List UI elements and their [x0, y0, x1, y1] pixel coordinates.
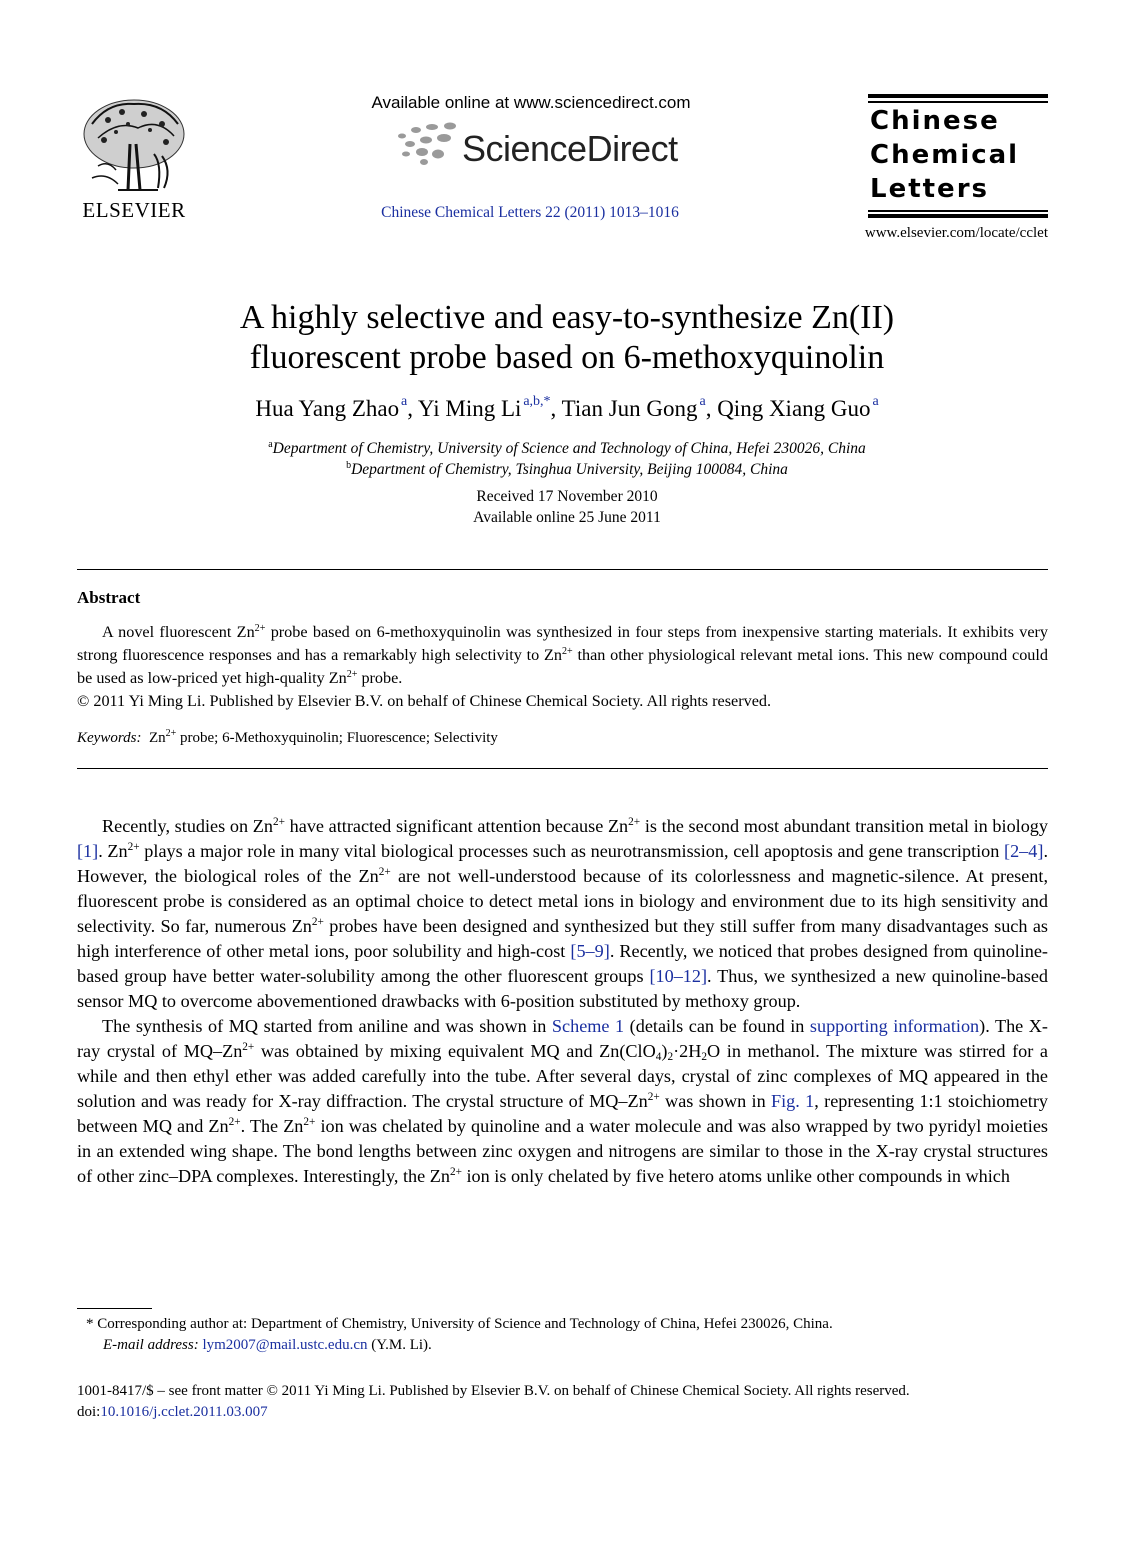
email-suffix: (Y.M. Li).	[371, 1337, 432, 1353]
author-name: Qing Xiang Guo	[717, 396, 871, 421]
supporting-info-link[interactable]: supporting	[809, 1016, 888, 1036]
affiliation-text: Department of Chemistry, University of Science and Technology of China, Hefei 230026, China	[272, 440, 866, 457]
affiliation-b	[100, 461, 1034, 479]
elsevier-tree-logo	[78, 94, 190, 198]
available-date: Available online 25 June 2011	[473, 509, 661, 526]
journal-logo-line-3: Letters	[870, 174, 989, 204]
author-affiliation-mark[interactable]: a,b,*	[523, 393, 551, 409]
author-name: Hua Yang Zhao	[255, 396, 400, 421]
abstract-copyright: © 2011 Yi Ming Li. Published by Elsevier B.V. on behalf of Chinese Chemical Society. All rights reserved.	[77, 692, 772, 710]
keyword: Fluorescence	[346, 730, 426, 746]
reference-link[interactable]: [2–4]	[1004, 841, 1044, 861]
author-name: Tian Jun Gong	[561, 396, 698, 421]
keyword: Selectivity	[433, 730, 498, 746]
doi-line	[77, 1404, 1048, 1421]
author-list: Hua Yang Zhao $^a$, Yi Ming Li $^{a,b,*}$, Tian Jun Gong $^a$, Qing Xiang Guo $^a$	[255, 393, 879, 421]
figure-link[interactable]: Fig. 1	[771, 1091, 815, 1111]
footnote-divider	[77, 1308, 152, 1309]
received-date: Received 17 November 2010	[476, 488, 658, 505]
doi-link[interactable]: 10.1016/j.cclet.2011.03.007	[100, 1404, 268, 1420]
keyword: 6-Methoxyquinolin	[222, 730, 339, 746]
issn-line: 1001-8417/$ – see front matter © 2011 Yi Ming Li. Published by Elsevier B.V. on behalf of Chinese Chemical Society. All rights reserved.	[77, 1383, 910, 1399]
affiliation-text: Department of Chemistry, Tsinghua University, Beijing 100084, China	[351, 461, 788, 478]
affiliation-mark: b	[346, 460, 352, 471]
keywords: Keywords: $Zn^{2+}$ probe; 6-Methoxyquinolin; Fluorescence; Selectivity	[77, 728, 498, 746]
journal-citation-link[interactable]: Chinese Chemical Letters 22 (2011) 1013–1016	[381, 204, 679, 221]
divider	[77, 569, 1048, 570]
journal-logo-line-1: Chinese	[870, 106, 1000, 136]
reference-link[interactable]: [1]	[77, 841, 99, 861]
supporting-info-link[interactable]: information	[893, 1016, 980, 1036]
available-online-text: Available online at www.sciencedirect.com	[371, 93, 691, 112]
abstract-heading: Abstract	[77, 588, 141, 607]
abstract-text: A novel fluorescent $Zn^{2+}$ probe based on 6-methoxyquinolin was synthesized in four steps from inexpensive starting materials. It exhibits very strong fluorescence responses and has a remarkably high selectivity to $Zn^{2+}$ than other physiological relevant metal ions. This new compound could be used as low-priced yet high-quality $Zn^{2+}$ probe.	[77, 622, 1049, 687]
divider	[77, 768, 1048, 769]
corresponding-author-note: * Corresponding author at: Department of Chemistry, University of Science and Technology of China, Hefei 230026, China.	[86, 1316, 833, 1332]
title-line-1: A highly selective and easy-to-synthesize Zn(II)	[239, 299, 895, 336]
reference-link[interactable]: [10–12]	[649, 966, 708, 986]
body-paragraph: Recently, studies on $Zn^{2+}$ have attracted significant attention because $Zn^{2+}$ is the second most abundant transition metal in biology [1]. $Zn^{2+}$ plays a major role in many vital biological processes such as neurotransmission, cell apoptosis and gene transcription [2–4]. However, the biological roles of the $Zn^{2+}$ are not well-understood because of its colorlessness and magnetic-silence. At present, fluorescent probe is considered as an optimal choice to detect metal ions in biology and environment due to its high sensitivity and selectivity. So far, numerous $Zn^{2+}$ probes have been designed and synthesized but they still suffer from many disadvantages such as high interference of other metal ions, poor solubility and high-cost [5–9]. Recently, we noticed that probes designed from quinoline-based group have better water-solubility among the other fluorescent groups [10–12]. Thus, we synthesized a new quinoline-based sensor MQ to overcome abovementioned drawbacks with 6-position substituted by methoxy group.	[77, 816, 1049, 1011]
reference-link[interactable]: [5–9]	[570, 941, 610, 961]
affiliation-mark: a	[268, 439, 273, 450]
title-line-2: fluorescent probe based on 6-methoxyquinolin	[249, 339, 885, 376]
sciencedirect-dots-icon	[392, 122, 464, 166]
doi-prefix: doi:	[77, 1404, 101, 1420]
scheme-link[interactable]: Scheme 1	[551, 1016, 625, 1036]
keywords-label: Keywords:	[77, 730, 142, 746]
affiliation-a	[100, 440, 1034, 458]
journal-logo	[868, 94, 1048, 220]
sciencedirect-brand: ScienceDirect	[462, 128, 678, 169]
body-paragraph: The synthesis of MQ started from aniline and was shown in Scheme 1 (details can be found in supporting information). The X-ray crystal of $MQ-Zn^{2+}$ was obtained by mixing equivalent MQ and $Zn(ClO_4)_2\cdot 2H_2O$ in methanol. The mixture was stirred for a while and then ethyl ether was added carefully into the tube. After several days, crystal of zinc complexes of MQ appeared in the solution and was ready for X-ray diffraction. The crystal structure of $MQ-Zn^{2+}$ was shown in Fig. 1, representing 1:1 stoichiometry between MQ and $Zn^{2+}$. The $Zn^{2+}$ ion was chelated by quinoline and a water molecule and was also wrapped by two pyridyl moieties in an extended wing shape. The bond lengths between zinc oxygen and nitrogens are similar to those in the X-ray crystal structures of other zinc–DPA complexes. Interestingly, the $Zn^{2+}$ ion is only chelated by five hetero atoms unlike other compounds in which	[77, 1016, 1048, 1186]
journal-logo-line-2: Chemical	[870, 140, 1020, 170]
email-label: E-mail address:	[103, 1337, 199, 1353]
publisher-name: ELSEVIER	[82, 198, 186, 222]
author-name: Yi Ming Li	[417, 396, 522, 421]
article-title	[120, 298, 1014, 378]
journal-url: www.elsevier.com/locate/cclet	[864, 225, 1048, 241]
author-affiliation-mark[interactable]: a	[699, 393, 706, 409]
article-body	[77, 814, 1048, 1189]
email-line	[103, 1337, 1033, 1354]
author-affiliation-mark[interactable]: a	[872, 393, 879, 409]
author-affiliation-mark[interactable]: a	[401, 393, 408, 409]
email-link[interactable]: lym2007@mail.ustc.edu.cn	[202, 1337, 368, 1353]
